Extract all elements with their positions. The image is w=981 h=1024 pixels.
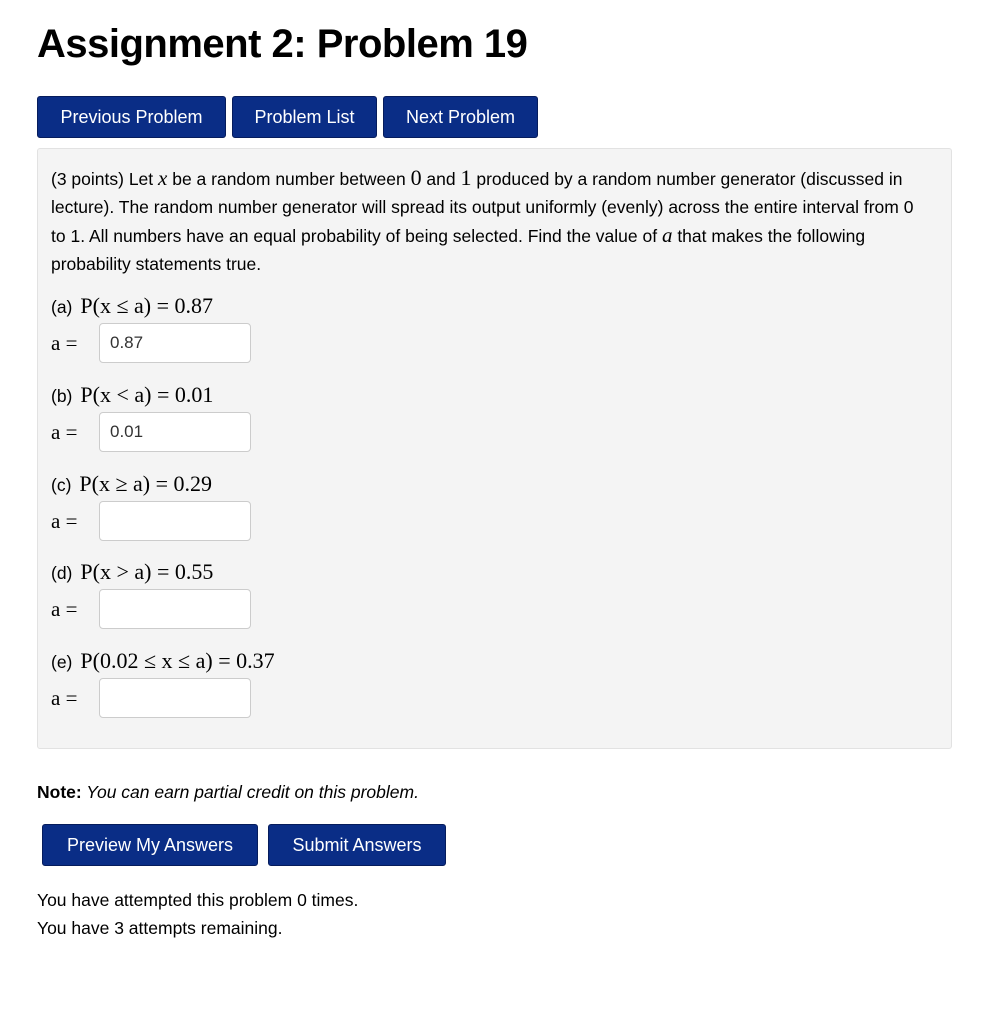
previous-problem-button[interactable]: Previous Problem: [37, 96, 226, 138]
answer-label: a =: [51, 597, 78, 621]
answer-label: a =: [51, 420, 78, 444]
problem-panel: [37, 148, 952, 749]
answer-label: a =: [51, 331, 78, 355]
answer-label: a =: [51, 509, 78, 533]
submit-actions: [42, 824, 456, 866]
answer-input-e[interactable]: [99, 678, 251, 718]
statement-text: Let: [123, 169, 159, 189]
part-expression: P(0.02 ≤ x ≤ a) = 0.37: [80, 648, 275, 673]
note-text: You can earn partial credit on this problem.: [81, 782, 419, 802]
preview-answers-button[interactable]: Preview My Answers: [42, 824, 258, 866]
submit-answers-button[interactable]: Submit Answers: [268, 824, 446, 866]
next-problem-button[interactable]: Next Problem: [383, 96, 538, 138]
part-a: [51, 291, 931, 365]
attempted-count: You have attempted this problem 0 times.: [37, 890, 359, 910]
attempts-remaining: You have 3 attempts remaining.: [37, 918, 283, 938]
math-one: 1: [460, 165, 472, 190]
part-label: (a): [51, 297, 73, 317]
part-e: [51, 646, 931, 720]
math-var-x: x: [158, 166, 168, 190]
statement-text: be a random number between: [167, 169, 411, 189]
problem-list-button[interactable]: Problem List: [232, 96, 377, 138]
part-expression: P(x ≤ a) = 0.87: [80, 293, 214, 318]
part-label: (b): [51, 386, 73, 406]
part-d: [51, 557, 931, 631]
part-label: (d): [51, 563, 73, 583]
statement-text: that makes the following probability statements true.: [51, 226, 866, 274]
note-label: Note:: [37, 782, 82, 802]
answer-input-c[interactable]: [99, 501, 251, 541]
answer-input-b[interactable]: [99, 412, 251, 452]
partial-credit-note: [37, 780, 419, 804]
part-label: (e): [51, 652, 73, 672]
part-c: [51, 469, 931, 543]
math-zero: 0: [410, 165, 422, 190]
page-title: Assignment 2: Problem 19: [37, 22, 528, 66]
part-b: [51, 380, 931, 454]
part-expression: P(x > a) = 0.55: [80, 559, 214, 584]
part-expression: P(x ≥ a) = 0.29: [79, 471, 213, 496]
statement-text: produced by a random number generator (discussed in lecture). The random number generator will spread its output uniformly (evenly) across the entire interval from 0 to 1. All numbers have an equal probability of being selected. Find the value of: [51, 169, 914, 246]
problem-statement: [51, 164, 931, 278]
answer-input-a[interactable]: [99, 323, 251, 363]
math-var-a: a: [661, 223, 673, 247]
part-label: (c): [51, 475, 72, 495]
attempts-info: [37, 886, 358, 942]
answer-input-d[interactable]: [99, 589, 251, 629]
statement-text: and: [421, 169, 461, 189]
part-expression: P(x < a) = 0.01: [80, 382, 214, 407]
points-label: (3 points): [51, 169, 124, 189]
problem-nav: [37, 96, 544, 138]
answer-label: a =: [51, 686, 78, 710]
